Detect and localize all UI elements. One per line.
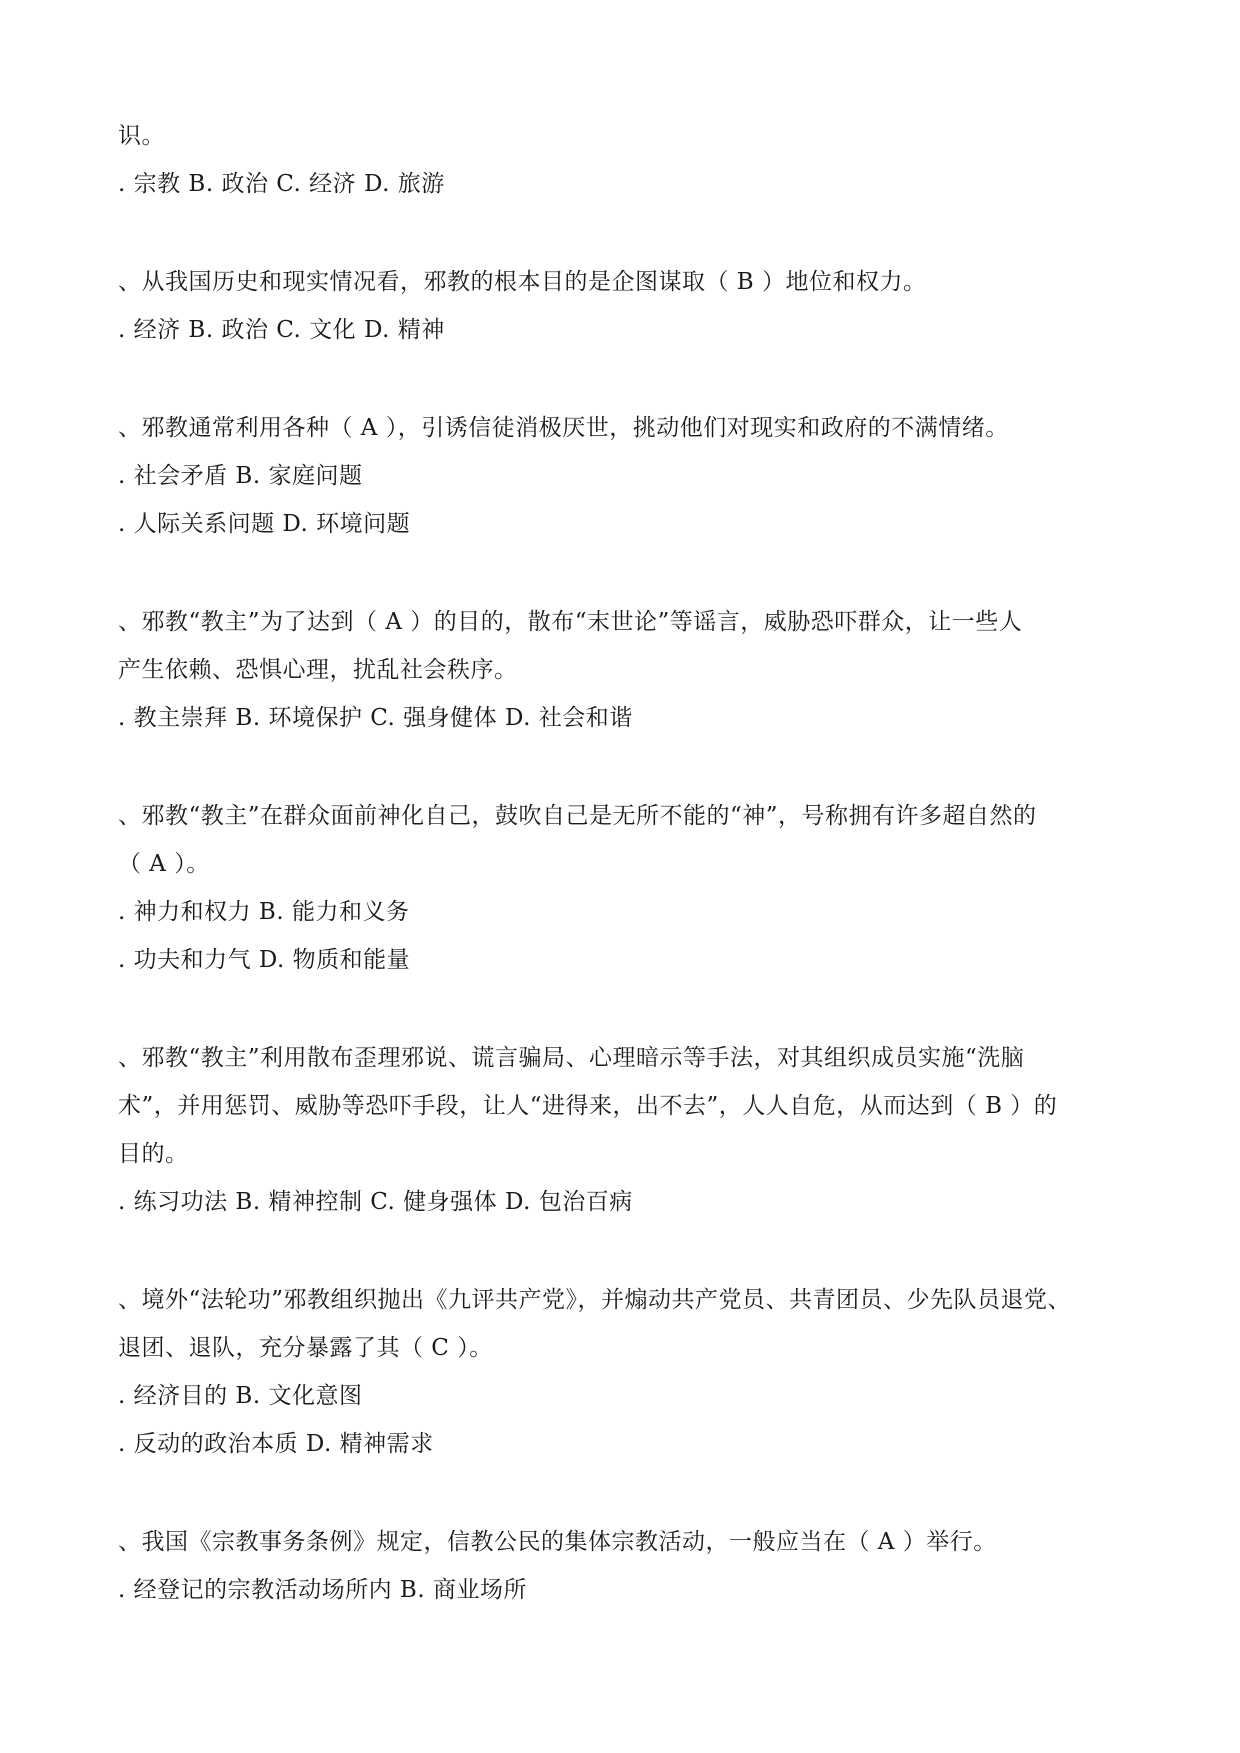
document-page [118,112,1138,1614]
question-text: 术”，并用惩罚、威胁等恐吓手段，让人“进得来，出不去”，人人自危，从而达到（ B ）的 [118,1093,1058,1119]
spacer [118,354,1138,404]
question-text: 目的。 [118,1141,189,1167]
answer-options: . 宗教 B. 政治 C. 经济 D. 旅游 [118,171,445,197]
question-text: 退团、退队，充分暴露了其（ C ）。 [118,1335,493,1361]
spacer [118,984,1138,1034]
spacer [118,742,1138,792]
question-text: 、从我国历史和现实情况看，邪教的根本目的是企图谋取（ B ）地位和权力。 [118,269,927,295]
question-text: 产生依赖、恐惧心理，扰乱社会秩序。 [118,657,518,683]
spacer [118,1226,1138,1276]
question-text: （ A ）。 [118,851,210,877]
answer-options: . 练习功法 B. 精神控制 C. 健身强体 D. 包治百病 [118,1189,633,1215]
question-block [118,404,1138,548]
question-block [118,792,1138,984]
spacer [118,208,1138,258]
question-text: 、邪教“教主”利用散布歪理邪说、谎言骗局、心理暗示等手法，对其组织成员实施“洗脑 [118,1045,1025,1071]
question-text: 、邪教“教主”在群众面前神化自己，鼓吹自己是无所不能的“神”，号称拥有许多超自然的 [118,803,1037,829]
answer-options: . 经登记的宗教活动场所内 B. 商业场所 [118,1577,527,1603]
spacer [118,548,1138,598]
question-text: 、境外“法轮功”邪教组织抛出《九评共产党》，并煽动共产党员、共青团员、少先队员退党、 [118,1287,1072,1313]
question-block [118,258,1138,354]
question-block [118,112,1138,208]
question-text: 、邪教通常利用各种（ A ），引诱信徒消极厌世，挑动他们对现实和政府的不满情绪。 [118,415,1009,441]
spacer [118,1468,1138,1518]
answer-options: . 经济 B. 政治 C. 文化 D. 精神 [118,317,445,343]
question-block [118,1276,1138,1468]
question-text: 识。 [118,123,165,149]
question-block [118,598,1138,742]
answer-options: . 反动的政治本质 D. 精神需求 [118,1431,434,1457]
question-block [118,1034,1138,1226]
question-text: 、我国《宗教事务条例》规定，信教公民的集体宗教活动，一般应当在（ A ）举行。 [118,1529,997,1555]
answer-options: . 经济目的 B. 文化意图 [118,1383,363,1409]
answer-options: . 人际关系问题 D. 环境问题 [118,511,411,537]
answer-options: . 教主崇拜 B. 环境保护 C. 强身健体 D. 社会和谐 [118,705,633,731]
question-text: 、邪教“教主”为了达到（ A ）的目的，散布“末世论”等谣言，威胁恐吓群众，让一些人 [118,609,1023,635]
question-block [118,1518,1138,1614]
answer-options: . 神力和权力 B. 能力和义务 [118,899,410,925]
answer-options: . 功夫和力气 D. 物质和能量 [118,947,411,973]
answer-options: . 社会矛盾 B. 家庭问题 [118,463,363,489]
